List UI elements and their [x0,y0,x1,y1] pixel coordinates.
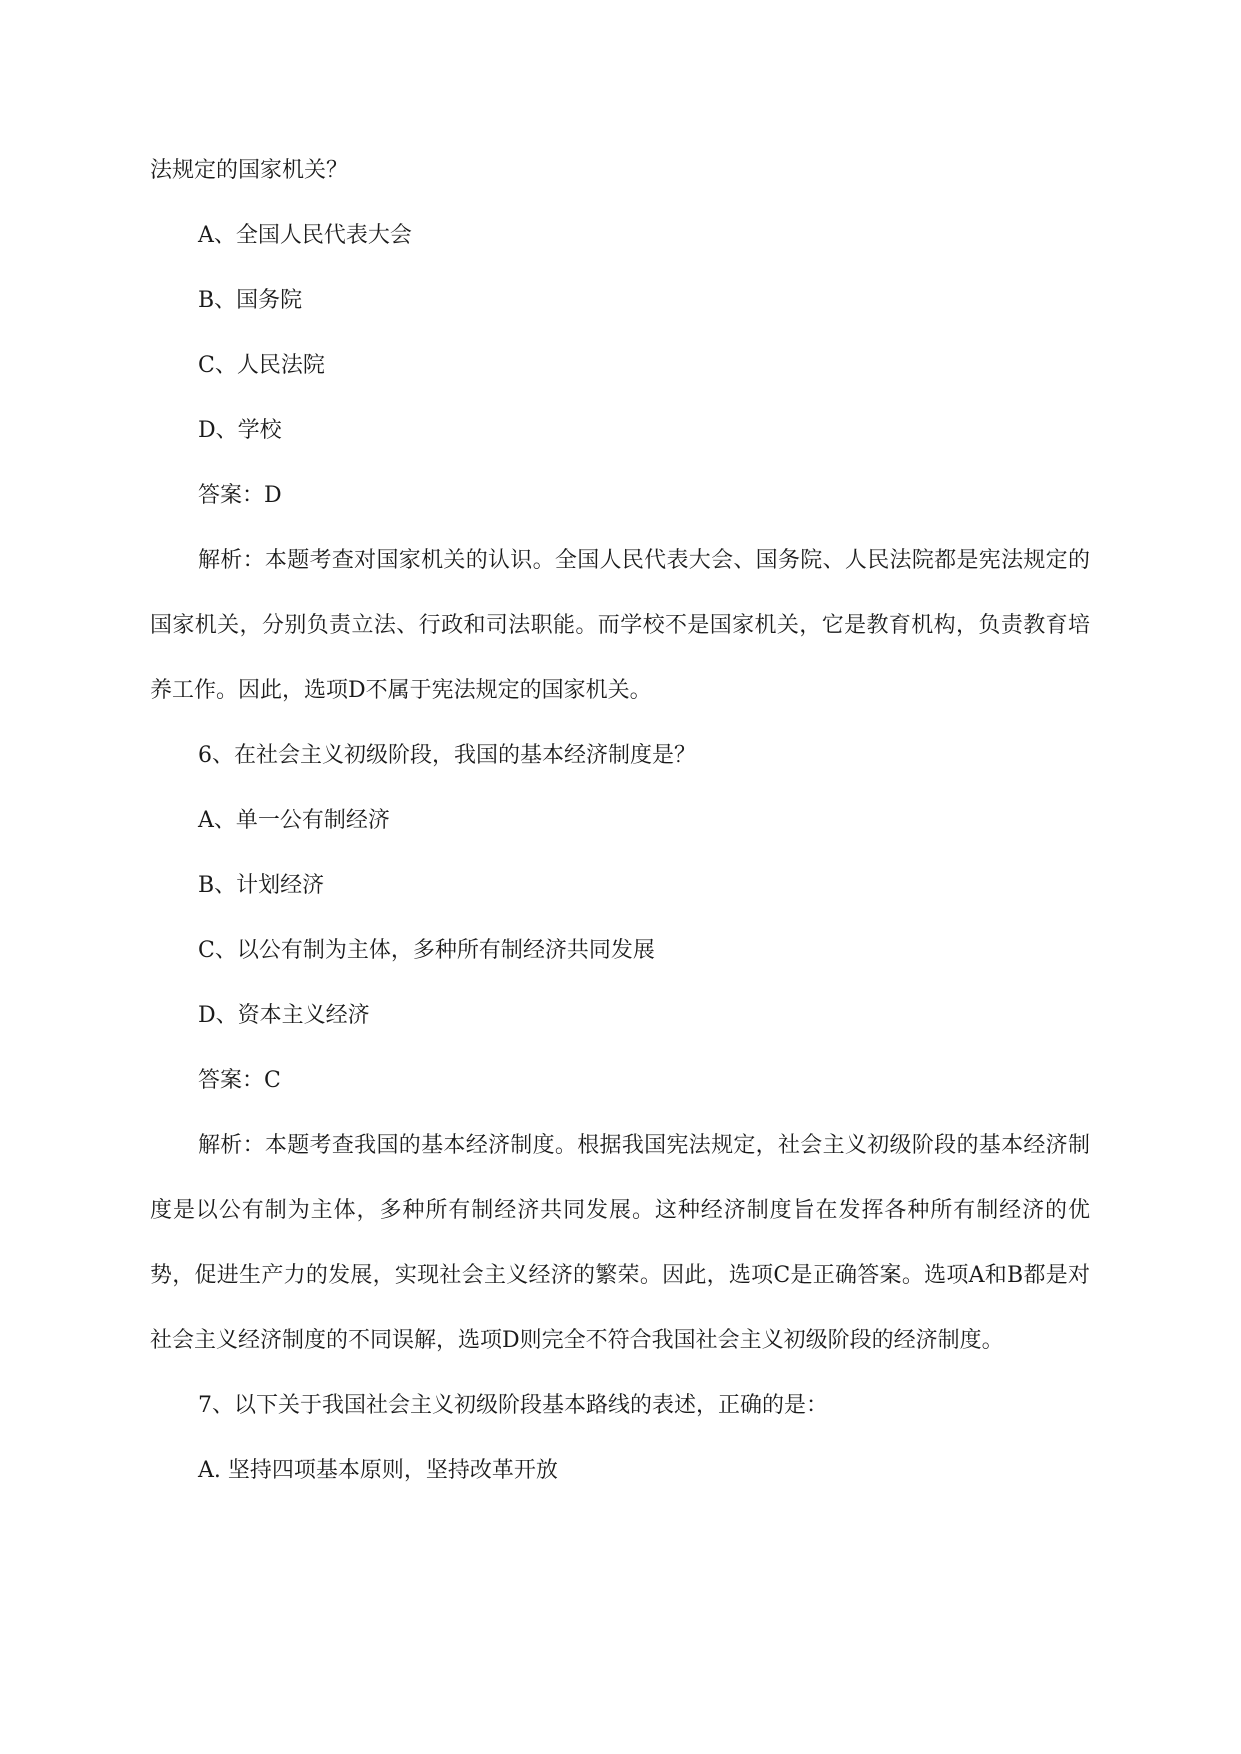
q5-option-d: D、学校 [198,418,282,443]
q7-option-a: A. 坚持四项基本原则，坚持改革开放 [198,1458,558,1483]
q6-option-d: D、资本主义经济 [198,1003,370,1028]
q6-option-c: C、以公有制为主体，多种所有制经济共同发展 [198,938,655,963]
q5-stem-tail: 法规定的国家机关？ [150,158,349,183]
q5-analysis: 解析：本题考查对国家机关的认识。全国人民代表大会、国务院、人民法院都是宪法规定的国家机关，分别负责立法、行政和司法职能。而学校不是国家机关，它是教育机构，负责教育培养工作。因此，选项D不属于宪法规定的国家机关。 [150,548,1090,703]
q5-option-c: C、人民法院 [198,353,325,378]
q5-option-a: A、全国人民代表大会 [198,223,412,248]
q6-analysis: 解析：本题考查我国的基本经济制度。根据我国宪法规定，社会主义初级阶段的基本经济制度是以公有制为主体，多种所有制经济共同发展。这种经济制度旨在发挥各种所有制经济的优势，促进生产力的发展，实现社会主义经济的繁荣。因此，选项C是正确答案。选项A和B都是对社会主义经济制度的不同误解，选项D则完全不符合我国社会主义初级阶段的经济制度。 [150,1133,1090,1353]
q5-option-b: B、国务院 [198,288,303,313]
q6-option-b: B、计划经济 [198,873,325,898]
q6-stem: 6、在社会主义初级阶段，我国的基本经济制度是？ [198,743,696,768]
q6-option-a: A、单一公有制经济 [198,808,390,833]
page-content [150,138,1090,1503]
q6-answer: 答案：C [198,1068,281,1093]
q5-answer: 答案：D [198,483,282,508]
q7-stem: 7、以下关于我国社会主义初级阶段基本路线的表述，正确的是： [198,1393,828,1418]
